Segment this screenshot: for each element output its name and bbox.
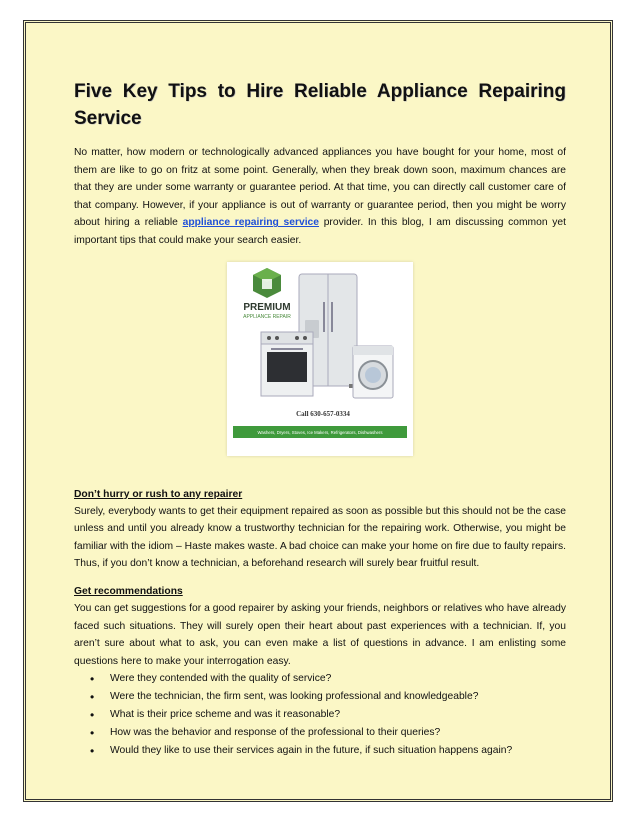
services-banner-text: Washers, Dryers, Stoves, Ice Makers, Refrigerators, Dishwashers [257,429,383,435]
appliance-repairing-service-link[interactable]: appliance repairing service [182,217,320,229]
list-item: • How was the behavior and response of the professional to their queries? [110,724,566,742]
document-title: Five Key Tips to Hire Reliable Appliance Repairing Service [74,81,566,129]
list-item: • Were they contended with the quality of service? [110,670,566,688]
cube-logo-icon [253,268,281,298]
list-item: • Would they like to use their services again in the future, if such situation happens again? [110,742,566,760]
appliance-illustration [227,262,413,456]
intro-text-start: No matter, how modern or technologically advanced appliances you have bought for your home, most of them are like to go on fritz at some point. Generally, when they break down soon, maximum chances are that they are under some warranty or guarantee period. At that time, you can directly call customer care of that company. However, if your appliance is out of warranty or guarantee period, then you might be worry about hiring a reliable [74,147,566,229]
list-item: • What is their price scheme and was it reasonable? [110,706,566,724]
washer-icon [353,346,393,398]
intro-paragraph [74,144,566,250]
appliance-ad-image [227,262,413,456]
stove-icon [261,332,313,396]
question-list [74,670,566,760]
brand-name: PREMIUM [243,301,291,313]
document-body [74,78,566,760]
brand-tagline: APPLIANCE REPAIR [243,313,291,320]
section-heading-dont-hurry: Don’t hurry or rush to any repairer [74,488,243,500]
section-body-recommendations: You can get suggestions for a good repairer by asking your friends, neighbors or relatives who have already faced such situations. They will surely open their heart about past experiences with a technician. If, you aren’t sure about what to ask, you can even make a list of questions in advance. I am enlisting some questions here to make your interrogation easy. [74,602,566,667]
phone-number: Call 630-657-0334 [296,409,350,418]
section-heading-recommendations: Get recommendations [74,585,183,597]
intro-text-end: provider. In this blog, I am discussing common yet important tips that could make your search easier. [74,217,567,246]
section-body-dont-hurry: Surely, everybody wants to get their equipment repaired as soon as possible but this should not be the case unless and until you already know a trustworthy technician for the repairing work. Otherwise, you might be familiar with the idiom – Haste makes waste. A bad choice can make your home on fire due to faulty repairs. Thus, if you don’t know a technician, a beforehand research will surely bear fruitful result. [74,505,566,570]
list-item: • Were the technician, the firm sent, was looking professional and knowledgeable? [110,688,566,706]
